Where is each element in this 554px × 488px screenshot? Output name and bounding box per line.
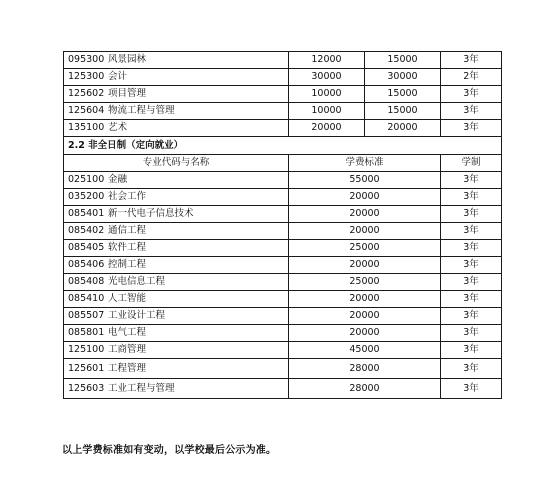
years-cell: 3年 bbox=[441, 189, 502, 206]
years-cell: 3年 bbox=[441, 206, 502, 223]
fee-cell: 20000 bbox=[289, 325, 441, 342]
table-row bbox=[64, 342, 502, 359]
program-name: 软件工程 bbox=[108, 242, 147, 254]
fee-cell: 30000 bbox=[365, 69, 441, 86]
years-cell: 3年 bbox=[441, 325, 502, 342]
fee-cell: 20000 bbox=[365, 120, 441, 137]
program-code: 125601 bbox=[68, 362, 105, 374]
program-name: 金融 bbox=[108, 174, 128, 186]
program-cell bbox=[64, 359, 289, 379]
table-row bbox=[64, 86, 502, 103]
program-cell bbox=[64, 52, 289, 69]
fee-cell: 28000 bbox=[289, 379, 441, 399]
fee-cell: 10000 bbox=[289, 103, 365, 120]
program-cell bbox=[64, 342, 289, 359]
fee-cell: 20000 bbox=[289, 206, 441, 223]
table-row bbox=[64, 120, 502, 137]
program-cell bbox=[64, 172, 289, 189]
table-row bbox=[64, 206, 502, 223]
program-code: 085402 bbox=[68, 225, 105, 237]
table-row bbox=[64, 172, 502, 189]
fee-cell: 55000 bbox=[289, 172, 441, 189]
program-cell bbox=[64, 103, 289, 120]
fee-cell: 25000 bbox=[289, 240, 441, 257]
program-cell bbox=[64, 69, 289, 86]
program-code: 085406 bbox=[68, 259, 105, 271]
years-cell: 3年 bbox=[441, 172, 502, 189]
years-cell: 3年 bbox=[441, 359, 502, 379]
table-row bbox=[64, 291, 502, 308]
fee-cell: 15000 bbox=[365, 103, 441, 120]
fee-cell: 12000 bbox=[289, 52, 365, 69]
years-cell: 3年 bbox=[441, 52, 502, 69]
program-code: 025100 bbox=[68, 174, 105, 186]
program-code: 125603 bbox=[68, 382, 105, 394]
years-cell: 3年 bbox=[441, 240, 502, 257]
fee-cell: 25000 bbox=[289, 274, 441, 291]
fee-cell: 20000 bbox=[289, 308, 441, 325]
fee-cell: 20000 bbox=[289, 291, 441, 308]
fee-cell: 30000 bbox=[289, 69, 365, 86]
fee-cell: 20000 bbox=[289, 120, 365, 137]
years-cell: 3年 bbox=[441, 308, 502, 325]
table-row bbox=[64, 103, 502, 120]
years-cell: 3年 bbox=[441, 103, 502, 120]
program-cell bbox=[64, 274, 289, 291]
years-cell: 3年 bbox=[441, 120, 502, 137]
tuition-fee-table bbox=[63, 51, 502, 399]
program-name: 风景园林 bbox=[108, 54, 147, 66]
column-header-name: 专业代码与名称 bbox=[64, 155, 289, 172]
years-cell: 3年 bbox=[441, 86, 502, 103]
program-name: 通信工程 bbox=[108, 225, 147, 237]
fee-cell: 20000 bbox=[289, 189, 441, 206]
column-header-row bbox=[64, 155, 502, 172]
program-cell bbox=[64, 257, 289, 274]
column-header-years: 学制 bbox=[441, 155, 502, 172]
program-name: 社会工作 bbox=[108, 191, 147, 203]
program-cell bbox=[64, 291, 289, 308]
program-code: 085408 bbox=[68, 276, 105, 288]
section-title: 2.2 非全日制（定向就业） bbox=[64, 137, 502, 155]
program-code: 085401 bbox=[68, 208, 105, 220]
fee-cell: 20000 bbox=[289, 257, 441, 274]
column-header-fee: 学费标准 bbox=[289, 155, 441, 172]
table-row bbox=[64, 274, 502, 291]
table-row bbox=[64, 257, 502, 274]
program-cell bbox=[64, 120, 289, 137]
table-row bbox=[64, 240, 502, 257]
program-code: 085801 bbox=[68, 327, 105, 339]
years-cell: 2年 bbox=[441, 69, 502, 86]
program-code: 035200 bbox=[68, 191, 105, 203]
program-name: 艺术 bbox=[108, 122, 128, 134]
program-cell bbox=[64, 379, 289, 399]
program-code: 125602 bbox=[68, 88, 105, 100]
program-name: 会计 bbox=[108, 71, 128, 83]
program-cell bbox=[64, 86, 289, 103]
program-name: 工商管理 bbox=[108, 344, 147, 356]
fee-cell: 28000 bbox=[289, 359, 441, 379]
program-name: 物流工程与管理 bbox=[108, 105, 175, 117]
program-name: 项目管理 bbox=[108, 88, 147, 100]
years-cell: 3年 bbox=[441, 291, 502, 308]
fee-cell: 15000 bbox=[365, 86, 441, 103]
table-row bbox=[64, 359, 502, 379]
program-code: 085405 bbox=[68, 242, 105, 254]
program-code: 095300 bbox=[68, 54, 105, 66]
program-cell bbox=[64, 223, 289, 240]
fee-cell: 45000 bbox=[289, 342, 441, 359]
years-cell: 3年 bbox=[441, 379, 502, 399]
program-name: 控制工程 bbox=[108, 259, 147, 271]
program-code: 085507 bbox=[68, 310, 105, 322]
program-code: 125100 bbox=[68, 344, 105, 356]
program-cell bbox=[64, 325, 289, 342]
table-row bbox=[64, 379, 502, 399]
program-name: 工程管理 bbox=[108, 362, 147, 374]
fee-cell: 10000 bbox=[289, 86, 365, 103]
program-cell bbox=[64, 240, 289, 257]
program-name: 电气工程 bbox=[108, 327, 147, 339]
years-cell: 3年 bbox=[441, 274, 502, 291]
program-cell bbox=[64, 206, 289, 223]
program-code: 135100 bbox=[68, 122, 105, 134]
years-cell: 3年 bbox=[441, 223, 502, 240]
footer-note: 以上学费标准如有变动，以学校最后公示为准。 bbox=[62, 445, 277, 456]
table-row bbox=[64, 69, 502, 86]
fee-cell: 20000 bbox=[289, 223, 441, 240]
table-row bbox=[64, 52, 502, 69]
table-row bbox=[64, 308, 502, 325]
program-name: 工业设计工程 bbox=[108, 310, 166, 322]
program-name: 工业工程与管理 bbox=[108, 382, 175, 394]
table-row bbox=[64, 189, 502, 206]
program-cell bbox=[64, 308, 289, 325]
program-code: 125300 bbox=[68, 71, 105, 83]
program-code: 085410 bbox=[68, 293, 105, 305]
program-code: 125604 bbox=[68, 105, 105, 117]
table-row bbox=[64, 325, 502, 342]
years-cell: 3年 bbox=[441, 342, 502, 359]
fee-cell: 15000 bbox=[365, 52, 441, 69]
program-name: 人工智能 bbox=[108, 293, 147, 305]
program-name: 新一代电子信息技术 bbox=[108, 208, 194, 220]
years-cell: 3年 bbox=[441, 257, 502, 274]
program-cell bbox=[64, 189, 289, 206]
section-heading-row bbox=[64, 137, 502, 155]
program-name: 光电信息工程 bbox=[108, 276, 166, 288]
table-row bbox=[64, 223, 502, 240]
